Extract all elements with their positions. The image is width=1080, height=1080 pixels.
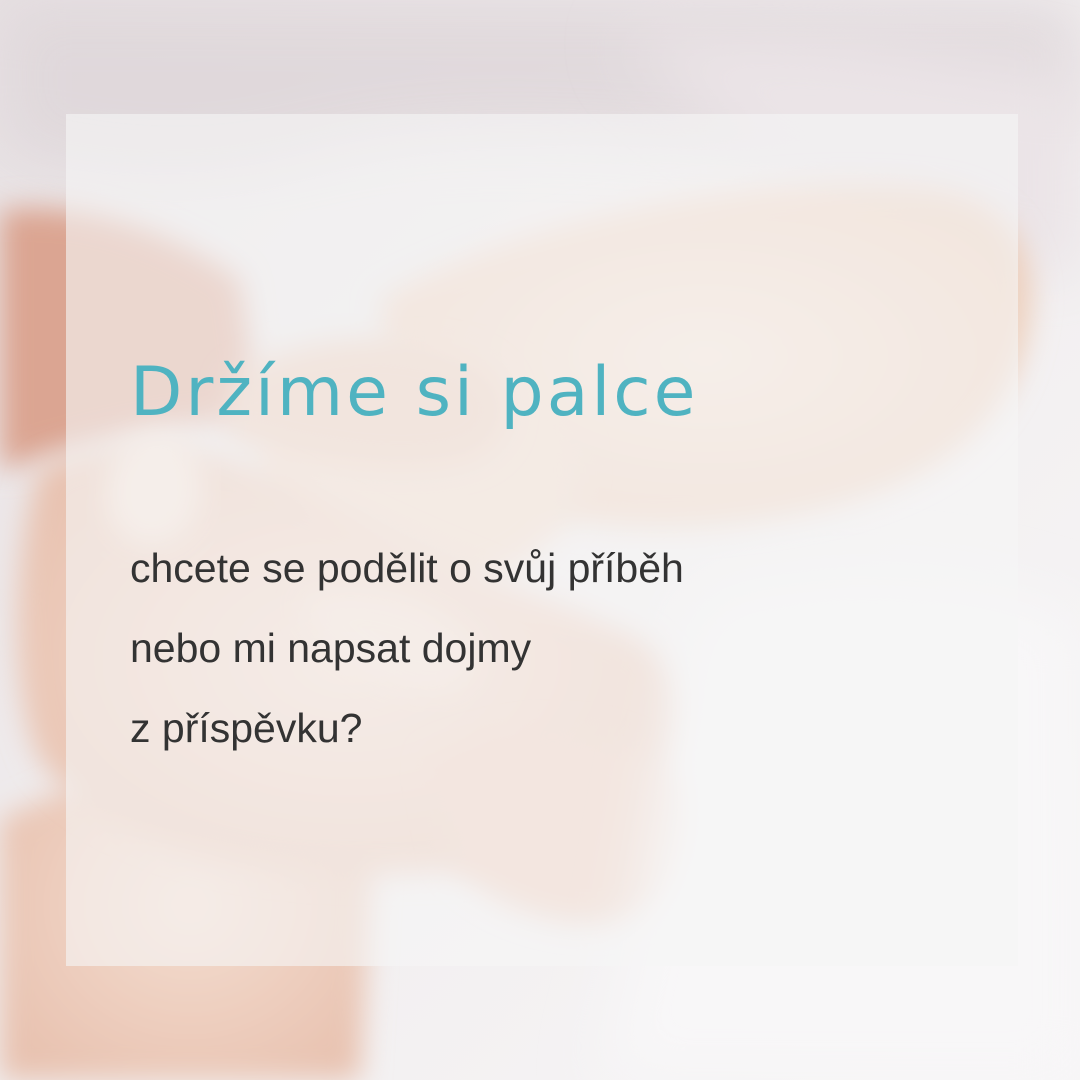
body-line-2: nebo mi napsat dojmy <box>130 625 532 671</box>
body-line-1: chcete se podělit o svůj příběh <box>130 545 684 591</box>
headline: Držíme si palce <box>130 353 699 432</box>
body-line-3: z příspěvku? <box>130 705 363 751</box>
body-text <box>130 528 990 768</box>
